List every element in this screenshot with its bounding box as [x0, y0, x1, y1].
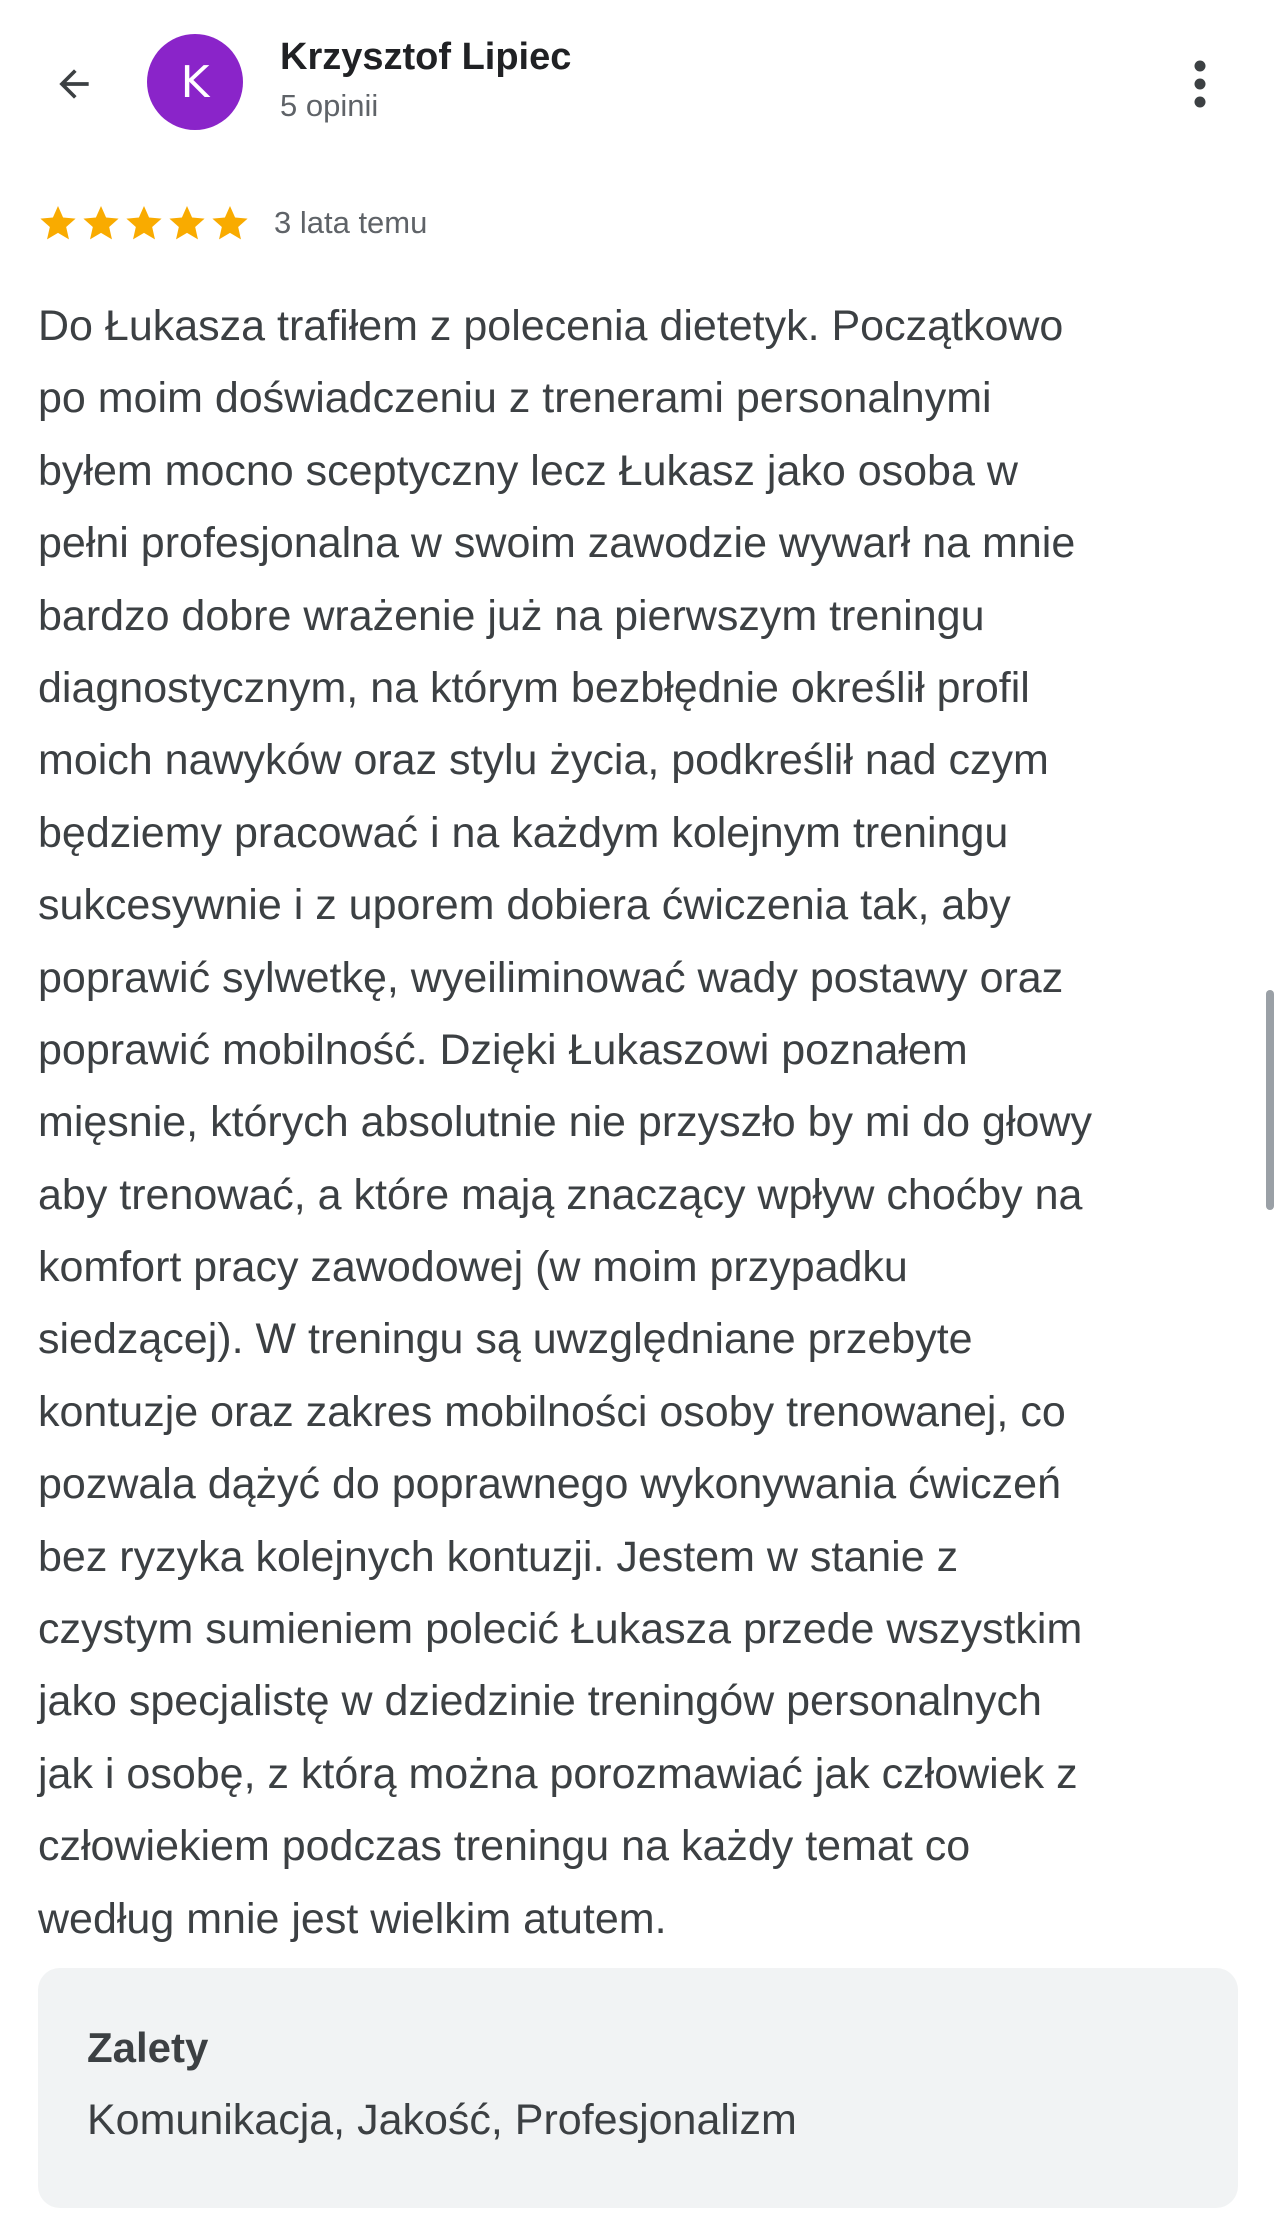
- review-text-line: według mnie jest wielkim atutem.: [38, 1894, 667, 1943]
- author-name[interactable]: Krzysztof Lipiec: [280, 36, 572, 78]
- review-text-line: Do Łukasza trafiłem z polecenia dietetyk. Początkowo: [38, 302, 1064, 350]
- review-text-line: poprawić mobilność. Dzięki Łukaszowi poznałem: [38, 1025, 968, 1074]
- review-text-line: czystym sumieniem polecić Łukasza przede wszystkim: [38, 1605, 1083, 1654]
- more-options-button[interactable]: [1170, 50, 1230, 118]
- review-text-line: mięsnie, których absolutnie nie przyszło by mi do głowy: [38, 1098, 1092, 1147]
- review-text-line: będziemy pracować i na każdym kolejnym treningu: [38, 808, 1009, 857]
- review-text-line: kontuzje oraz zakres mobilności osoby trenowanej, co: [38, 1387, 1066, 1436]
- review-text-line: byłem mocno sceptyczny lecz Łukasz jako osoba w: [38, 446, 1018, 495]
- review-text-line: pozwala dążyć do poprawnego wykonywania ćwiczeń: [38, 1460, 1062, 1509]
- review-text-line: aby trenować, a które mają znaczący wpływ choćby na: [38, 1170, 1083, 1219]
- review-text-line: komfort pracy zawodowej (w moim przypadku: [38, 1243, 908, 1292]
- review-text-line: jak i osobę, z którą można porozmawiać jak człowiek z: [38, 1749, 1078, 1798]
- more-vertical-icon: [1193, 59, 1207, 109]
- avatar-initial: K: [180, 56, 210, 108]
- star-icon: [38, 203, 78, 243]
- star-icon: [210, 203, 250, 243]
- review-text-line: sukcesywnie i z uporem dobiera ćwiczenia tak, aby: [38, 881, 1011, 930]
- star-rating: [38, 203, 250, 243]
- attributes-card: [38, 1968, 1238, 2208]
- review-text-line: po moim doświadczeniu z trenerami personalnymi: [38, 374, 992, 423]
- review-text-line: jako specjalistę w dziedzinie treningów personalnych: [38, 1677, 1042, 1726]
- review-text-line: diagnostycznym, na którym bezbłędnie określił profil: [38, 663, 1030, 712]
- star-icon: [124, 203, 164, 243]
- review-text-line: bez ryzyka kolejnych kontuzji. Jestem w stanie z: [38, 1532, 959, 1581]
- scrollbar[interactable]: [1266, 990, 1274, 1210]
- review-text-line: poprawić sylwetkę, wyeiliminować wady postawy oraz: [38, 953, 1064, 1002]
- review-text-line: bardzo dobre wrażenie już na pierwszym treningu: [38, 591, 985, 640]
- rating-row: [38, 203, 427, 243]
- review-text-line: siedzącej). W treningu są uwzględniane przebyte: [38, 1315, 973, 1364]
- review-text-line: moich nawyków oraz stylu życia, podkreślił nad czym: [38, 736, 1049, 785]
- back-button[interactable]: [40, 50, 108, 118]
- avatar[interactable]: [147, 34, 243, 130]
- star-icon: [167, 203, 207, 243]
- review-date: 3 lata temu: [274, 205, 428, 240]
- attributes-title: Zalety: [87, 2024, 209, 2071]
- review-header: [0, 0, 1280, 160]
- star-icon: [81, 203, 121, 243]
- arrow-left-icon: [52, 62, 96, 106]
- attributes-values: Komunikacja, Jakość, Profesjonalizm: [87, 2096, 797, 2144]
- review-count: 5 opinii: [280, 88, 379, 123]
- review-text-line: człowiekiem podczas treningu na każdy temat co: [38, 1822, 971, 1871]
- review-text-line: pełni profesjonalna w swoim zawodzie wywarł na mnie: [38, 519, 1076, 568]
- review-text: [38, 290, 1238, 1955]
